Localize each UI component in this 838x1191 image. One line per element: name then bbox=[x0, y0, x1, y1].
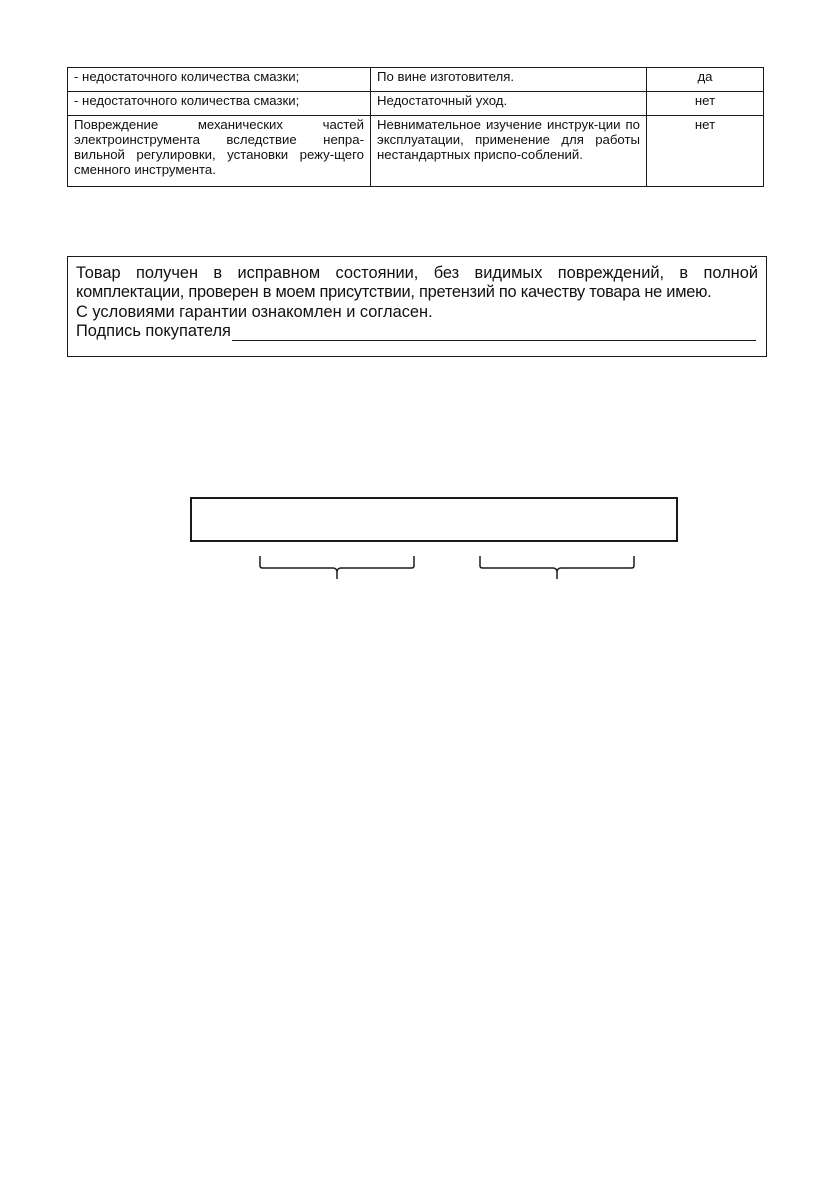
cause-cell: Повреждение механических частей электроинструмента вследствие непра-вильной регулировки, установки режу-щего сменного инструмента. bbox=[68, 116, 371, 187]
product-code-box bbox=[190, 497, 678, 542]
signature-label: Подпись покупателя bbox=[76, 321, 231, 340]
warranty-verdict-cell: нет bbox=[647, 92, 764, 116]
reason-cell: Невнимательное изучение инструк-ции по эксплуатации, применение для работы нестандартных приспо-соблений. bbox=[371, 116, 647, 187]
reason-cell: По вине изготовителя. bbox=[371, 68, 647, 92]
acknowledgement-line: С условиями гарантии ознакомлен и согласен. bbox=[76, 302, 433, 321]
left-brace-icon bbox=[259, 556, 415, 580]
cause-cell: - недостаточного количества смазки; bbox=[68, 92, 371, 116]
right-brace-icon bbox=[479, 556, 635, 580]
acknowledgement-line: комплектации, проверен в моем присутствии, претензий по качеству товара не имею. bbox=[76, 283, 712, 302]
buyer-acknowledgement-box bbox=[67, 256, 767, 357]
signature-field[interactable] bbox=[232, 325, 756, 341]
warranty-conditions-table bbox=[67, 67, 764, 187]
signature-row bbox=[76, 322, 758, 341]
table-row bbox=[68, 92, 764, 116]
warranty-verdict-cell: нет bbox=[647, 116, 764, 187]
reason-cell: Недостаточный уход. bbox=[371, 92, 647, 116]
table-row bbox=[68, 68, 764, 92]
acknowledgement-line: Товар получен в исправном состоянии, без видимых повреждений, в полной bbox=[76, 264, 758, 282]
table-row bbox=[68, 116, 764, 187]
cause-cell: - недостаточного количества смазки; bbox=[68, 68, 371, 92]
warranty-verdict-cell: да bbox=[647, 68, 764, 92]
